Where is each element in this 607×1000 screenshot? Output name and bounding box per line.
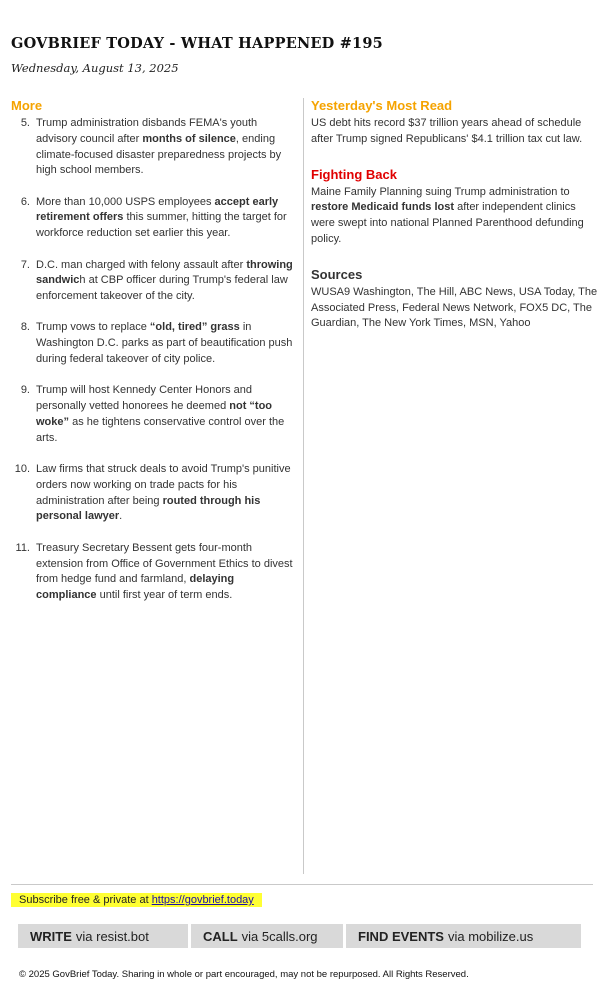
news-item-text bbox=[36, 116, 293, 179]
call-action-label: CALL bbox=[203, 928, 238, 944]
copyright-notice: © 2025 GovBrief Today. Sharing in whole or part encouraged, may not be repurposed. All Rights Reserved. bbox=[19, 969, 469, 980]
news-item bbox=[11, 195, 293, 242]
news-item-number: 8. bbox=[20, 321, 30, 334]
call-action-via: via 5calls.org bbox=[241, 928, 318, 944]
news-item-number: 5. bbox=[20, 117, 30, 129]
news-text-bold: throwing sandwic bbox=[36, 258, 293, 287]
news-text-segment: D.C. man charged with felony assault after bbox=[36, 258, 247, 271]
news-text-segment: this summer, hitting the target for workforce reduction set earlier this year. bbox=[36, 211, 287, 240]
subscribe-banner bbox=[11, 893, 262, 907]
news-item-text bbox=[36, 383, 293, 446]
news-text-segment: Trump vows to replace bbox=[36, 321, 150, 334]
news-text-segment: until first year of term ends. bbox=[96, 589, 233, 602]
news-text-segment: in Washington D.C. parks as part of beautification push during federal takeover of city police. bbox=[36, 321, 293, 366]
news-text-segment: , ending climate-focused disaster preparedness projects by high school members. bbox=[36, 132, 282, 177]
issue-date: Wednesday, August 13, 2025 bbox=[11, 61, 179, 75]
news-text-bold: “old, tired” grass bbox=[149, 321, 240, 334]
news-item bbox=[11, 116, 293, 179]
right-column bbox=[311, 98, 599, 351]
news-item-text bbox=[36, 195, 293, 242]
news-item-number: 6. bbox=[20, 195, 30, 208]
news-item bbox=[11, 383, 293, 446]
news-text-segment: Law firms that struck deals to avoid Trump's punitive orders now working on trade pacts for his administration after being bbox=[36, 463, 291, 507]
news-item bbox=[11, 462, 293, 525]
write-action-button[interactable] bbox=[18, 924, 188, 948]
fighting-back-text-start: Maine Family Planning suing Trump administration to bbox=[311, 185, 570, 198]
footer-divider bbox=[11, 884, 593, 885]
sources-text: WUSA9 Washington, The Hill, ABC News, USA Today, The Associated Press, Federal News Network, FOX5 DC, The Guardian, The New York Times, MSN, Yahoo bbox=[311, 285, 598, 330]
page-title: GOVBRIEF TODAY - WHAT HAPPENED #195 bbox=[11, 35, 383, 52]
fighting-back-heading: Fighting Back bbox=[311, 166, 397, 182]
column-divider bbox=[303, 98, 304, 874]
news-item-text bbox=[36, 320, 293, 367]
call-action-button[interactable] bbox=[191, 924, 343, 948]
news-item-number: 11. bbox=[15, 541, 30, 554]
news-text-bold: months of silence bbox=[142, 132, 236, 145]
news-item-number: 10. bbox=[14, 463, 30, 476]
news-text-segment: as he tightens conservative control over the arts. bbox=[36, 415, 285, 444]
most-read-text: US debt hits record $37 trillion years ahead of schedule after Trump signed Republicans' $4.1 trillion tax cut law. bbox=[311, 117, 583, 145]
fighting-back-text bbox=[311, 185, 599, 248]
fighting-back-text-end: after independent clinics were swept into national Planned Parenthood defunding policy. bbox=[311, 201, 584, 245]
most-read-heading: Yesterday's Most Read bbox=[311, 98, 453, 113]
news-text-segment: Trump will host Kennedy Center Honors and personally vetted honorees he deemed bbox=[36, 384, 253, 413]
subscribe-text: Subscribe free & private at bbox=[19, 894, 152, 906]
news-item-number: 9. bbox=[20, 384, 30, 397]
news-text-segment: Treasury Secretary Bessent gets four-month extension from Office of Government Ethics to divest from hedge fund and farmland, bbox=[36, 541, 293, 586]
subscribe-link[interactable]: https://govbrief.today bbox=[151, 894, 254, 906]
news-item bbox=[11, 258, 293, 305]
news-text-bold: routed through his personal lawyer bbox=[36, 494, 261, 523]
news-item bbox=[11, 320, 293, 367]
more-news-list bbox=[11, 116, 293, 604]
news-text-bold: not “too woke” bbox=[36, 400, 273, 428]
news-item-text bbox=[36, 541, 293, 604]
news-text-bold: accept early retirement offers bbox=[36, 195, 279, 224]
news-item-text bbox=[36, 462, 293, 525]
write-action-label: WRITE bbox=[30, 928, 72, 944]
write-action-via: via resist.bot bbox=[75, 928, 149, 944]
find-events-action-label: FIND EVENTS bbox=[358, 928, 444, 944]
find-events-action-via: via mobilize.us bbox=[447, 928, 534, 944]
sources-heading: Sources bbox=[311, 266, 363, 282]
fighting-back-text-bold: restore Medicaid funds lost bbox=[311, 201, 455, 214]
action-bar bbox=[18, 924, 581, 948]
news-text-segment: h at CBP officer during Trump's federal law enforcement takeover of the city. bbox=[36, 274, 288, 303]
news-text-segment: . bbox=[119, 510, 123, 523]
news-item-text bbox=[36, 258, 293, 305]
news-text-bold: delaying compliance bbox=[36, 573, 235, 602]
more-heading: More bbox=[11, 98, 43, 113]
news-item bbox=[11, 541, 293, 604]
news-item-number: 7. bbox=[20, 258, 30, 271]
find-events-action-button[interactable] bbox=[346, 924, 581, 948]
news-text-segment: More than 10,000 USPS employees bbox=[36, 195, 215, 208]
more-section bbox=[11, 98, 293, 619]
news-text-segment: Trump administration disbands FEMA's youth advisory council after bbox=[36, 117, 258, 145]
